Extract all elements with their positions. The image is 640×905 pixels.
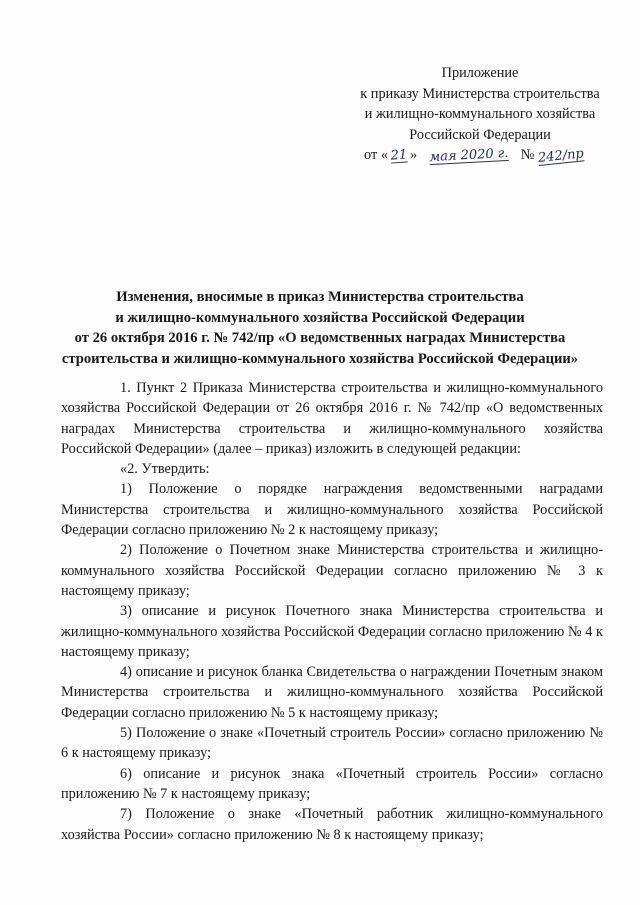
number-label: № [520, 147, 535, 163]
paragraph: 7) Положение о знаке «Почетный работник жилищно-коммунального хозяйства России» согласно приложению № 8 к настоящему приказу; [61, 806, 603, 843]
handwritten-day: 21 [390, 147, 408, 164]
annex-line: и жилищно-коммунального хозяйства [364, 106, 596, 122]
paragraph: 3) описание и рисунок Почетного знака Министерства строительства и жилищно-коммунального хозяйства Российской Федерации согласно приложению № 4 к настоящему приказу; [61, 603, 603, 660]
title-line: и жилищно-коммунального хозяйства Российской Федерации [115, 309, 525, 326]
title-line: Изменения, вносимые в приказ Министерства строительства [116, 289, 524, 305]
paragraph: 6) описание и рисунок знака «Почетный строитель России» согласно приложению № 7 к настоящему приказу; [61, 765, 603, 802]
document-body [61, 378, 603, 845]
paragraph: 1) Положение о порядке награждения ведомственными наградами Министерства строительства и жилищно-коммунального хозяйства Российской Федерации согласно приложению № 2 к настоящему приказу; [61, 481, 603, 539]
paragraph: «2. Утвердить: [120, 461, 210, 478]
annex-header [330, 63, 630, 167]
annex-line: к приказу Министерства строительства [360, 85, 600, 102]
paragraph: 1. Пункт 2 Приказа Министерства строительства и жилищно-коммунального хозяйства Российской Федерации от 26 октября 2016 г. № 742/пр «О ведомственных наградах Министерства строительства и жилищно-коммунального хозяйства Российской Федерации» (далее – приказ) изложить в следующей редакции: [61, 380, 603, 457]
date-prefix: от « [364, 147, 388, 163]
title-line: строительства и жилищно-коммунального хозяйства Российской Федерации» [61, 350, 579, 367]
annex-line: Приложение [441, 65, 519, 81]
annex-date-line [330, 145, 630, 167]
paragraph: 2) Положение о Почетном знаке Министерства строительства и жилищно-коммунального хозяйства Российской Федерации согласно приложению № 3 к настоящему приказу; [61, 542, 603, 599]
handwritten-month-year: мая 2020 г. [429, 145, 510, 166]
title-line: от 26 октября 2016 г. № 742/пр «О ведомственных наградах Министерства [74, 330, 566, 346]
annex-line: Российской Федерации [409, 126, 551, 143]
document-title [40, 287, 600, 369]
date-quote-close: » [409, 147, 418, 163]
handwritten-number: 242/пр [537, 146, 585, 166]
paragraph: 5) Положение о знаке «Почетный строитель России» согласно приложению № 6 к настоящему приказу; [61, 725, 603, 762]
paragraph: 4) описание и рисунок бланка Свидетельства о награждении Почетным знаком Министерства строительства и жилищно-коммунального хозяйства Российской Федерации согласно приложению № 5 к настоящему приказу; [61, 664, 603, 721]
